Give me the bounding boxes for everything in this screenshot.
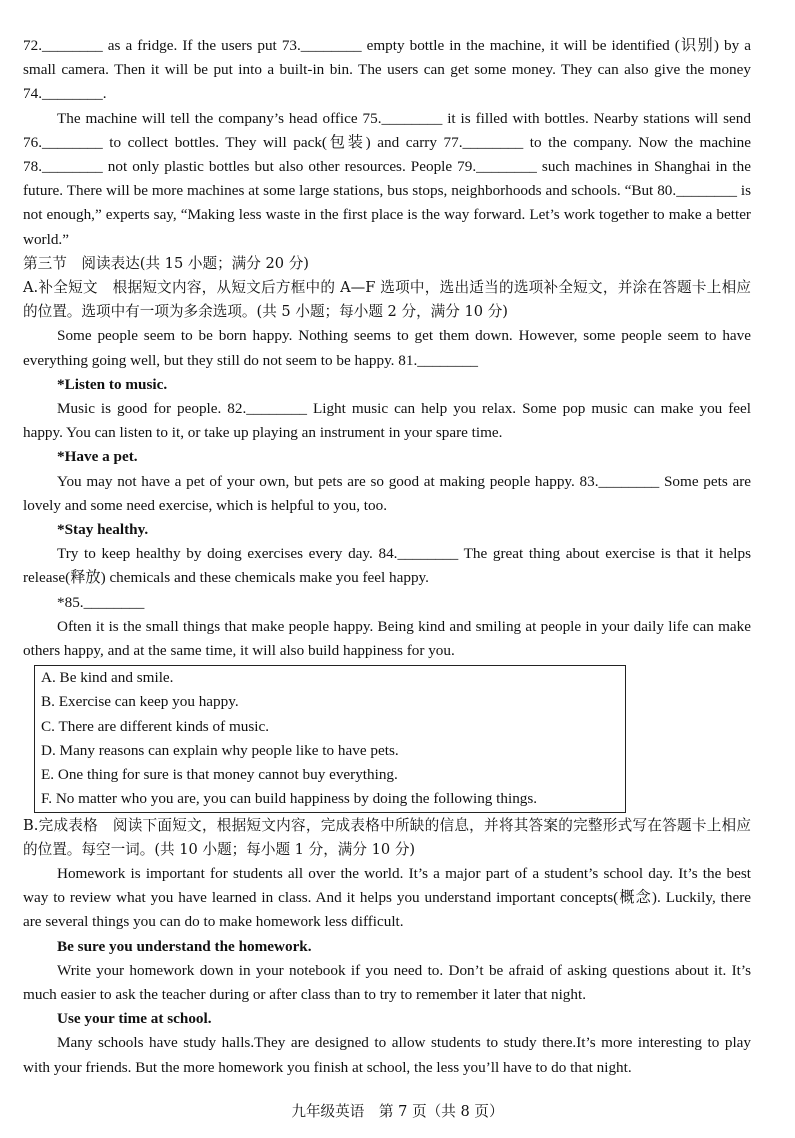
part-b-paragraph-1: Homework is important for students all over the world. It’s a major part of a student’s school day. It’s the best way to review what you have learned in class. And it helps you understand important concepts(概念). Luckily, there are several things you can do to make homework less difficult. <box>23 864 751 931</box>
part-b-instruction <box>23 814 751 862</box>
option-b: B. Exercise can keep you happy. <box>41 693 239 711</box>
section-3-title: 第三节 阅读表达(共 15 小题；满分 20 分) <box>23 254 309 272</box>
part-a-body-small-things: Often it is the small things that make people happy. Being kind and smiling at people in your daily life can make others happy, and at the same time, it will also build happiness for you. <box>23 617 751 660</box>
cloze-paragraph-1: 72.________ as a fridge. If the users put 73.________ empty bottle in the machine, it will be identified (识别) by a small camera. Then it will be put into a built-in bin. The users can get some money. They can also give the money 74.________. <box>23 37 751 103</box>
part-a-heading-85: *85.________ <box>57 593 145 611</box>
part-a-intro: Some people seem to be born happy. Nothing seems to get them down. However, some people seem to have everything going well, but they still do not seem to be happy. 81.________ <box>23 327 751 369</box>
part-a-label: A.补全短文 <box>23 279 98 297</box>
part-a-heading-pet: *Have a pet. <box>57 448 138 466</box>
cloze-paragraph-2: The machine will tell the company’s head office 75.________ it is filled with bottles. Nearby stations will send 76.________ to collect bottles. They will pack(包装) and carry 77.________ to the company. Now the machine 78.________ not only plastic bottles but also other resources. People 79.________ such machines in Shanghai in the future. There will be more machines at some large stations, bus stops, neighborhoods and schools. “But 80.________ is not enough,” experts say, “Making less waste in the first place is the way forward. Let’s work together to make a better world.” <box>23 109 751 248</box>
part-a-instruction-text: 根据短文内容，从短文后方框中的 A—F 选项中，选出适当的选项补全短文，并涂在答题卡上相应的位置。选项中有一项为多余选项。(共 5 小题；每小题 2 分，满分 10 分) <box>23 279 751 321</box>
part-b-instruction-text: 阅读下面短文，根据短文内容，完成表格中所缺的信息，并将其答案的完整形式写在答题卡上相应的位置。每空一词。(共 10 小题；每小题 1 分，满分 10 分) <box>23 816 751 858</box>
part-a-body-music: Music is good for people. 82.________ Light music can help you relax. Some pop music can make you feel happy. You can listen to it, or take up playing an instrument in your spare time. <box>23 400 751 442</box>
option-d: D. Many reasons can explain why people like to have pets. <box>41 741 399 759</box>
part-a-heading-music: *Listen to music. <box>57 375 168 393</box>
part-a-instruction <box>23 276 751 324</box>
part-b-heading-time: Use your time at school. <box>57 1010 212 1028</box>
page-footer: 九年级英语 第 7 页（共 8 页） <box>291 1103 504 1120</box>
part-b-body-time: Many schools have study halls.They are designed to allow students to study there.It’s more interesting to play with your friends. But the more homework you finish at school, the less you’ll have to do that night. <box>23 1034 751 1076</box>
part-a-body-pet: You may not have a pet of your own, but pets are so good at making people happy. 83.________ Some pets are lovely and some need exercise, which is helpful to you, too. <box>23 472 751 514</box>
part-b-heading-understand: Be sure you understand the homework. <box>57 937 312 955</box>
part-a-body-healthy: Try to keep healthy by doing exercises every day. 84.________ The great thing about exercise is that it helps release(释放) chemicals and these chemicals make you feel happy. <box>23 545 751 587</box>
option-a: A. Be kind and smile. <box>41 669 174 687</box>
option-e: E. One thing for sure is that money cannot buy everything. <box>41 766 398 784</box>
part-b-body-understand: Write your homework down in your notebook if you need to. Don’t be afraid of asking questions about it. It’s much easier to ask the teacher during or after class than to try to remember it later that night. <box>23 961 751 1003</box>
option-c: C. There are different kinds of music. <box>41 717 270 735</box>
part-a-heading-healthy: *Stay healthy. <box>57 521 149 539</box>
option-f: F. No matter who you are, you can build happiness by doing the following things. <box>41 790 538 808</box>
options-box <box>34 665 626 812</box>
part-b-label: B.完成表格 <box>23 816 99 834</box>
exam-page <box>23 34 751 1080</box>
